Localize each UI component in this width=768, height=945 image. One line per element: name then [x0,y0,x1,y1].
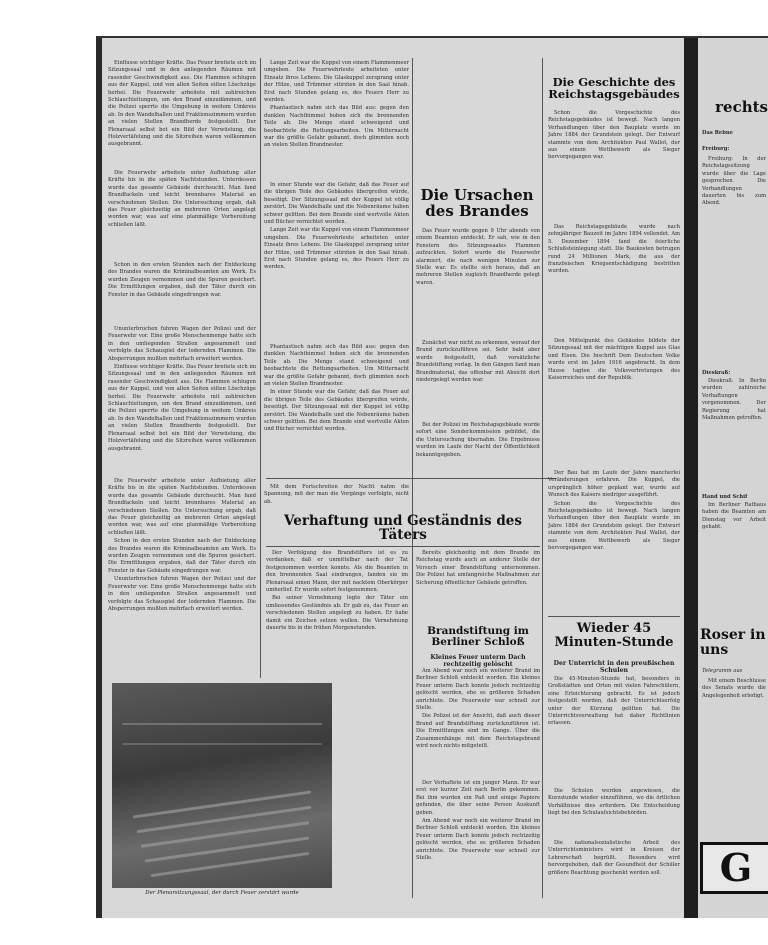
paragraph: In einer Stunde war die Gefahr, daß das Feuer auf die übrigen Teile des Gebäudes übergreifen würde, beseitigt. Der Sitzungssaal mit der Kuppel ist völlig zerstört. Die Wandelhalle und die Nebenräume haben schwer gelitten. Bei dem Brande sind wertvolle Akten und Bücher vernichtet worden. [264,389,409,433]
paragraph: Der Verfolgung des Brandstifters ist es zu verdanken, daß er unmittelbar nach der Tat festgenommen werden konnte. Als die Beamten in den brennenden Saal eindrangen, fanden sie im Plenarsaal einen Mann, der mit nacktem Oberkörper umherlief. Er wurde sofort festgenommen. [266,550,408,594]
headline-geschichte: Die Geschichte des Reichstagsgebäudes [548,75,680,102]
photo-detail [133,790,312,818]
paragraph: Im Berliner Rathaus haben die Beamten am Dienstag vor Arbeit gehabt. [702,502,766,531]
paragraph: Phantastisch nahm sich das Bild aus: gegen den dunklen Nachthimmel hoben sich die brennenden Teile ab. Die Menge stand schweigend und beobachtete die Rettungsarbeiten. Um Mitternacht war die größte Gefahr gebannt, doch glimmten noch an vielen Stellen Brandnester. [264,105,409,149]
article-column [264,182,409,342]
margin-text: Dieskraß: [702,370,731,376]
section-rule [548,616,680,617]
paragraph: Schon in den ersten Stunden nach der Entdeckung des Brandes waren die Kriminalbeamten am Werk. Es wurden Zeugen vernommen und die Spuren gesichert. Die Ermittlungen ergaben, daß der Täter durch ein Fenster in das Gebäude eingedrungen war. [108,538,256,574]
paragraph: Der Bau hat im Laufe der Jahre mancherlei Veränderungen erfahren. Die Kuppel, die ursprünglich höher geplant war, wurde auf Wunsch des Kaisers niedriger ausgeführt. [548,470,680,499]
paragraph: Mit dem Fortschreiten der Nacht nahm die Spannung, mit der man die Vorgänge verfolgte, nicht ab. [264,484,409,505]
paragraph: Bereits gleichzeitig mit dem Brande im Reichstag wurde auch an anderer Stelle der Versuch einer Brandstiftung unternommen. Die Polizei hat umfangreiche Maßnahmen zur Sicherung öffentlicher Gebäude getroffen. [416,550,540,586]
margin-text: Telegramm aus [702,668,743,674]
article-column [548,470,680,580]
subheadline-brandstiftung: Kleines Feuer unterm Dach rechtzeitig gelöscht [430,654,526,668]
article-column [548,224,680,336]
article-column [548,788,680,838]
margin-text: Hand und Schif [702,494,748,500]
top-margin [0,0,768,38]
adjacent-page [698,38,768,918]
margin-text: Freiburg: [702,146,730,152]
article-column [108,170,256,260]
column-rule [260,58,261,678]
paragraph: Lange Zeit war die Kuppel von einem Flammenmeer umgeben. Die Feuerwehrleute arbeiteten unter Einsatz ihres Lebens. Die Glaskuppel zersprang unter der Hitze, und Trümmer stürzten in den Saal hinab. Erst nach Stunden gelang es, des Feuers Herr zu werden. [264,60,409,104]
article-column [264,484,409,506]
article-column [416,422,540,476]
paragraph: Schon in den ersten Stunden nach der Entdeckung des Brandes waren die Kriminalbeamten am Werk. Es wurden Zeugen vernommen und die Spuren gesichert. Die Ermittlungen ergaben, daß der Täter durch ein Fenster in das Gebäude eingedrungen war. [108,262,256,298]
article-column [416,668,540,778]
photo-detail [122,743,322,745]
paragraph: Einflusse wichtiger Kräfte. Das Feuer breitete sich im Sitzungssaal und in den anliegenden Räumen mit rasender Geschwindigkeit aus. Die Flammen schlugen aus der Kuppel, und von allen Seiten eilten Löschzüge herbei. Die Feuerwehr arbeitete mit zahlreichen Schlauchleitungen, um den Brand einzudämmen, und die Polizei sperrte die Umgebung in weitem Umkreis ab. In den Wandelhallen und Fraktionszimmern wurden an vielen Stellen Brandherde festgestellt. Der Plenarsaal selbst bot ein Bild der Verwüstung, die Holzvertäfelung und die Sitzreihen waren vollkommen ausgebrannt. [108,60,256,148]
paragraph: Die Feuerwehr arbeitete unter Aufbietung aller Kräfte bis in die späten Nachtstunden. Unterdessen wurde das gesamte Gebäude durchsucht. Man fand Brandfackeln und leicht brennbares Material an verschiedenen Stellen. Die Untersuchung ergab, daß das Feuer gleichzeitig an mehreren Orten angelegt worden war, was auf eine planmäßige Vorbereitung schließen läßt. [108,478,256,536]
paragraph: Das Feuer wurde gegen 9 Uhr abends von einem Beamten entdeckt. Er sah, wie in den Fenstern des Sitzungssaales Flammen aufzuckten. Sofort wurde die Feuerwehr alarmiert, die nach wenigen Minuten zur Stelle war. Es stellte sich heraus, daß an mehreren Stellen zugleich Brandherde gelegt waren. [416,228,540,286]
paragraph: Die 45-Minuten-Stunde hat, besonders in Großstädten und Orten mit vielen Fahrschülern, eine Erleichterung gebracht. Es ist jedoch festgestellt worden, daß der Unterrichtserfolg unter der Kürzung gelitten hat. Die Unterrichtsverwaltung hat daher Richtlinien erlassen. [548,676,680,727]
column-rule [542,58,543,898]
headline-rechts: rechts [715,98,768,116]
column-rule [266,546,540,547]
article-column [108,478,256,678]
article-column [702,502,766,622]
paragraph: Bei der Polizei im Reichstagsgebäude wurde sofort eine Sonderkommission gebildet, die die Untersuchung übernahm. Die Ergebnisse wurden im Laufe der Nacht der Öffentlichkeit bekanntgegeben. [416,422,540,458]
paragraph: Lange Zeit war die Kuppel von einem Flammenmeer umgeben. Die Feuerwehrleute arbeiteten unter Einsatz ihres Lebens. Die Glaskuppel zersprang unter der Hitze, und Trümmer stürzten in den Saal hinab. Erst nach Stunden gelang es, des Feuers Herr zu werden. [264,227,409,271]
paragraph: Die nationalsozialistische Arbeit des Unterrichtsministers wird in Kreisen der Lehrerschaft begrüßt. Besonders wird hervorgehoben, daß der Gesundheit der Schüler größere Beachtung geschenkt werden soll. [548,840,680,876]
paragraph: Ununterbrochen fuhren Wagen der Polizei und der Feuerwehr vor. Eine große Menschenmenge hatte sich in den umliegenden Straßen angesammelt und verfolgte das Schauspiel der lodernden Flammen. Die Absperrungen mußten mehrfach erweitert werden. [108,326,256,362]
photo-detail [122,723,322,725]
paragraph: Freiburg: In der Reichstagssitzung wurde über die Lage gesprochen. Die Verhandlungen dauerten bis zum Abend. [702,156,766,207]
column-rule [266,478,556,479]
right-gutter [684,38,698,918]
article-column [108,326,256,476]
article-column [548,840,680,900]
photo-caption: Der Plenarsitzungssaal, der durch Feuer zerstört wurde [145,890,299,896]
paragraph: Dieskraß: In Berlin wurden zahlreiche Verhaftungen vorgenommen. Der Regierung hat Maßnahmen getroffen. [702,378,766,422]
paragraph: Phantastisch nahm sich das Bild aus: gegen den dunklen Nachthimmel hoben sich die brennenden Teile ab. Die Menge stand schweigend und beobachtete die Rettungsarbeiten. Um Mitternacht war die größte Gefahr gebannt, doch glimmten noch an vielen Stellen Brandnester. [264,344,409,388]
article-column [548,338,680,468]
article-column [548,676,680,786]
headline-ursachen: Die Ursachen des Brandes [420,186,534,220]
paragraph: Einflusse wichtiger Kräfte. Das Feuer breitete sich im Sitzungssaal und in den anliegenden Räumen mit rasender Geschwindigkeit aus. Die Flammen schlugen aus der Kuppel, und von allen Seiten eilten Löschzüge herbei. Die Feuerwehr arbeitete mit zahlreichen Schlauchleitungen, um den Brand einzudämmen, und die Polizei sperrte die Umgebung in weitem Umkreis ab. In den Wandelhallen und Fraktionszimmern wurden an vielen Stellen Brandherde festgestellt. Der Plenarsaal selbst bot ein Bild der Verwüstung, die Holzvertäfelung und die Sitzreihen waren vollkommen ausgebrannt. [108,364,256,452]
article-column [108,60,256,168]
paragraph: Schon die Vorgeschichte des Reichstagsgebäudes ist bewegt. Nach langen Verhandlungen über den Bauplatz wurde im Jahre 1884 der Grundstein gelegt. Der Entwurf stammte von dem Architekten Paul Wallot, der aus einem Wettbewerb als Sieger hervorgegangen war. [548,110,680,161]
paragraph: Mit einem Beschlusse des Senats wurde die Angelegenheit erledigt. [702,678,766,699]
article-column [702,678,766,828]
headline-wieder: Wieder 45 Minuten-Stunde [554,621,674,650]
headline-verhaftung: Verhaftung und Geständnis des Täters [284,513,522,544]
paragraph: Das Reichstagsgebäude wurde nach zehnjähriger Bauzeit im Jahre 1894 vollendet. Am 5. Dezember 1894 fand die feierliche Schlußsteinlegung statt. Die Baukosten betrugen rund 24 Millionen Mark, die aus der französischen Kriegsentschädigung bestritten wurden. [548,224,680,275]
paragraph: Am Abend war noch ein weiterer Brand im Berliner Schloß entdeckt worden. Ein kleines Feuer unterm Dach konnte jedoch rechtzeitig gelöscht werden, ehe es größeren Schaden anrichtete. Die Feuerwehr war schnell zur Stelle. [416,668,540,712]
article-column [416,550,540,610]
paragraph: Bei seiner Vernehmung legte der Täter ein umfassendes Geständnis ab. Er gab zu, das Feuer an verschiedenen Stellen angelegt zu haben. Er habe damit ein Zeichen setzen wollen. Die Vernehmung dauerte bis in die frühen Morgenstunden. [266,595,408,632]
article-column [416,340,540,420]
masthead-letter: G [700,842,768,894]
article-column [264,60,409,180]
article-column [264,344,409,474]
paragraph: Die Polizei ist der Ansicht, daß auch dieser Brand auf Brandstiftung zurückzuführen ist. Die Ermittlungen sind im Gange. Über die Zusammenhänge mit dem Reichstagsbrand wird noch nichts mitgeteilt. [416,713,540,750]
paragraph: Schon die Vorgeschichte des Reichstagsgebäudes ist bewegt. Nach langen Verhandlungen über den Bauplatz wurde im Jahre 1884 der Grundstein gelegt. Der Entwurf stammte von dem Architekten Paul Wallot, der aus einem Wettbewerb als Sieger hervorgegangen war. [548,500,680,552]
article-column [416,228,540,338]
paragraph: Die Schulen werden angewiesen, die Kurzstunde wieder einzuführen, wo die örtlichen Verhältnisse dies erfordern. Die Entscheidung liegt bei den Schulaufsichtsbehörden. [548,788,680,817]
headline-rosen: Roser in uns [700,627,766,658]
plenary-hall-photo [112,683,332,888]
paragraph: Der Verhaftete ist ein junger Mann. Er war erst vor kurzer Zeit nach Berlin gekommen. Bei ihm wurden ein Paß und einige Papiere gefunden, die über seine Person Auskunft geben. [416,780,540,816]
article-column [108,262,256,324]
paragraph: Ununterbrochen fuhren Wagen der Polizei und der Feuerwehr vor. Eine große Menschenmenge hatte sich in den umliegenden Straßen angesammelt und verfolgte das Schauspiel der lodernden Flammen. Die Absperrungen mußten mehrfach erweitert werden. [108,576,256,612]
paragraph: Zunächst war nicht zu erkennen, worauf der Brand zurückzuführen sei. Sehr bald aber wurde festgestellt, daß vorsätzliche Brandstiftung vorlag. In den Gängen fand man Brandmaterial, das offenbar mit Absicht dort niedergelegt worden war. [416,340,540,384]
article-column [702,156,766,366]
margin-text: Das Rebne [702,130,733,136]
article-column [416,780,540,900]
paragraph: In einer Stunde war die Gefahr, daß das Feuer auf die übrigen Teile des Gebäudes übergreifen würde, beseitigt. Der Sitzungssaal mit der Kuppel ist völlig zerstört. Die Wandelhalle und die Nebenräume haben schwer gelitten. Bei dem Brande sind wertvolle Akten und Bücher vernichtet worden. [264,182,409,226]
paragraph: Am Abend war noch ein weiterer Brand im Berliner Schloß entdeckt worden. Ein kleines Feuer unterm Dach konnte jedoch rechtzeitig gelöscht werden, ehe es größeren Schaden anrichtete. Die Feuerwehr war schnell zur Stelle. [416,818,540,862]
subheadline-wieder: Der Unterricht in den preußischen Schulen [553,660,675,674]
article-column [702,378,766,488]
photo-detail [137,806,312,833]
paragraph: Den Mittelpunkt des Gebäudes bildete der Sitzungssaal mit der mächtigen Kuppel aus Glas und Eisen. Die Inschrift Dem Deutschen Volke wurde erst im Jahre 1916 angebracht. In dem Hause tagten die Volksvertretungen des Kaiserreiches und der Republik. [548,338,680,382]
article-column [266,550,408,680]
article-column [548,110,680,222]
headline-brandstiftung: Brandstiftung im Berliner Schloß [427,625,529,649]
paragraph: Die Feuerwehr arbeitete unter Aufbietung aller Kräfte bis in die späten Nachtstunden. Unterdessen wurde das gesamte Gebäude durchsucht. Man fand Brandfackeln und leicht brennbares Material an verschiedenen Stellen. Die Untersuchung ergab, daß das Feuer gleichzeitig an mehreren Orten angelegt worden war, was auf eine planmäßige Vorbereitung schließen läßt. [108,170,256,228]
